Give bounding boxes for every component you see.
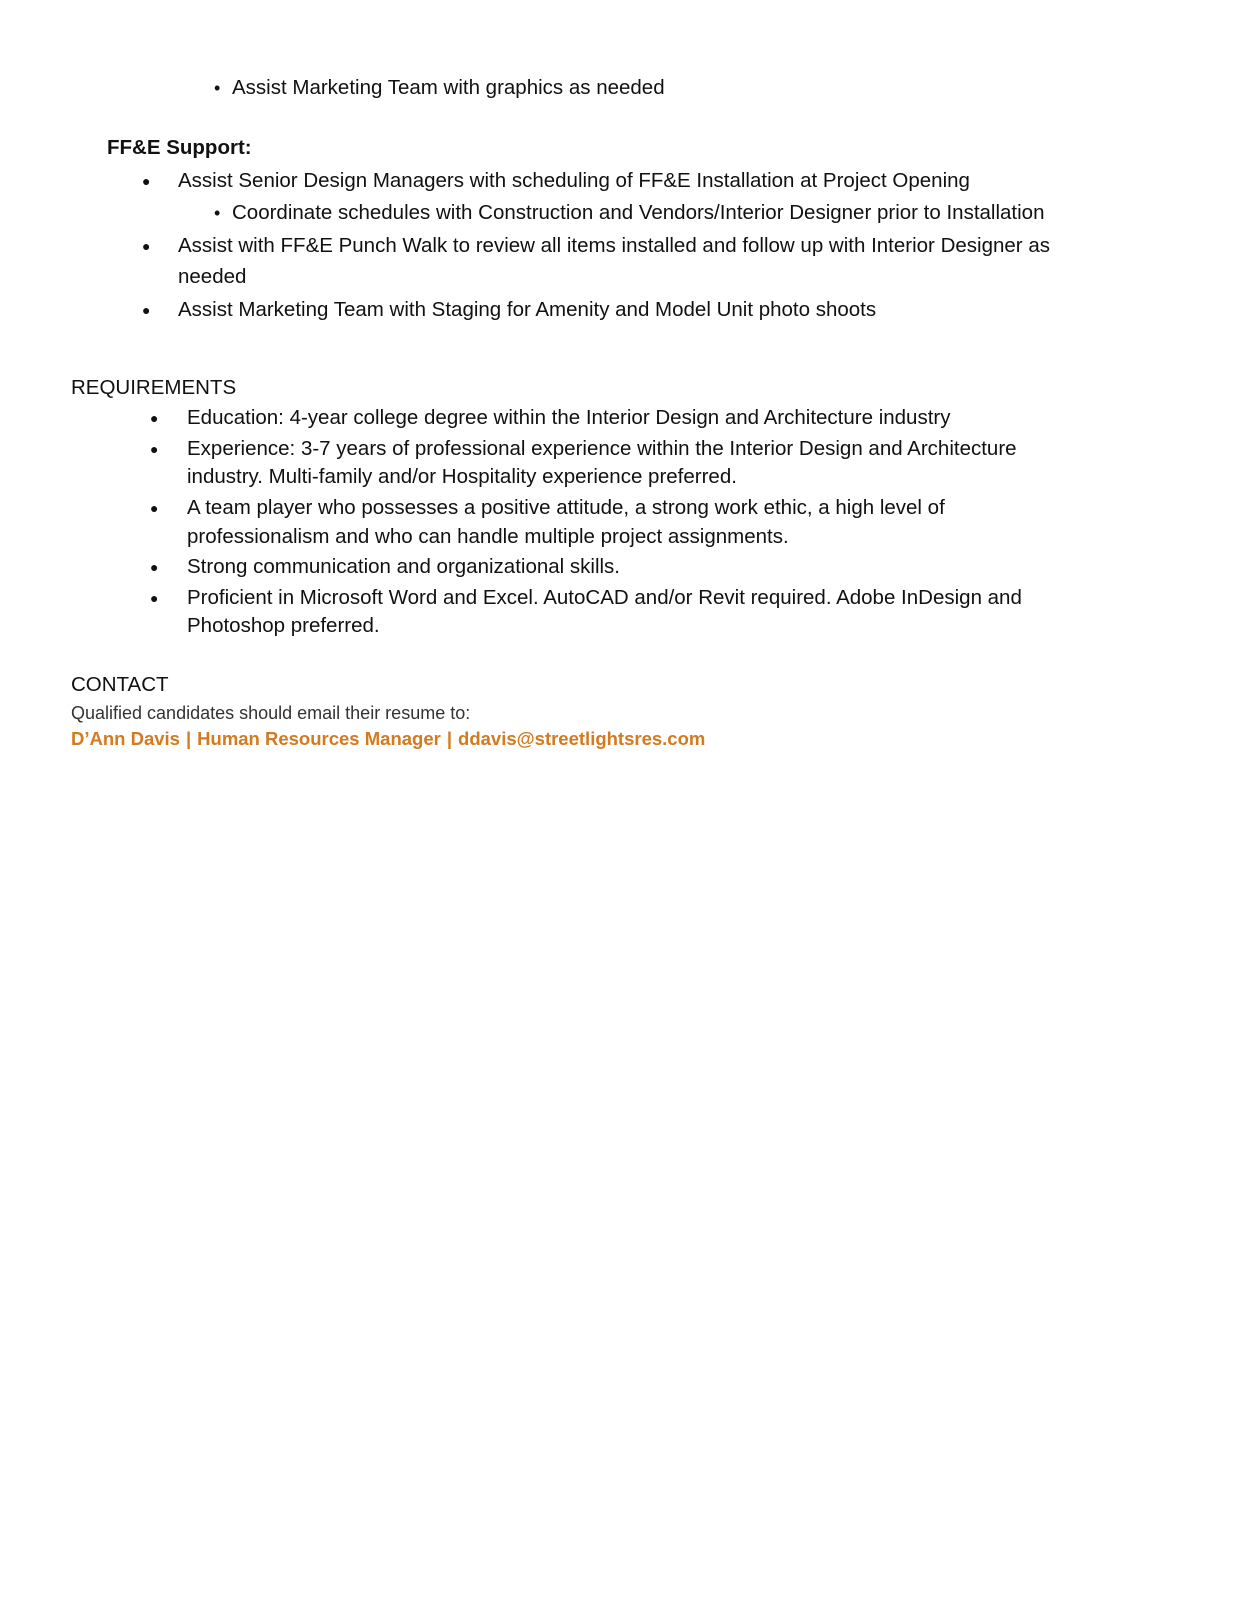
requirement-team-player-cont: professionalism and who can handle multiple project assignments. — [187, 525, 789, 548]
contact-email-link[interactable]: ddavis@streetlightsres.com — [458, 728, 706, 749]
marketing-item-graphics: Assist Marketing Team with graphics as needed — [232, 76, 665, 99]
sub-bullet-icon: • — [214, 203, 221, 223]
bullet-icon: ● — [142, 173, 151, 189]
contact-intro: Qualified candidates should email their resume to: — [71, 703, 471, 723]
bullet-icon: ● — [150, 590, 159, 606]
requirements-heading: REQUIREMENTS — [71, 376, 237, 399]
ffe-heading: FF&E Support: — [107, 136, 252, 159]
bullet-icon: ● — [142, 238, 151, 254]
requirement-experience: Experience: 3-7 years of professional experience within the Interior Design and Architecture — [187, 437, 1017, 460]
requirement-communication: Strong communication and organizational skills. — [187, 555, 621, 578]
bullet-icon: ● — [150, 441, 159, 457]
contact-name: D’Ann Davis — [71, 728, 180, 749]
contact-title: Human Resources Manager — [197, 728, 441, 749]
requirement-team-player: A team player who possesses a positive attitude, a strong work ethic, a high level of — [187, 496, 945, 519]
bullet-icon: ● — [150, 500, 159, 516]
bullet-icon: ● — [150, 559, 159, 575]
contact-heading: CONTACT — [71, 673, 169, 696]
ffe-item-punch-walk-cont: needed — [178, 265, 247, 288]
sub-bullet-icon: • — [214, 78, 221, 98]
ffe-subitem-coordinate: Coordinate schedules with Construction and Vendors/Interior Designer prior to Installation — [232, 201, 1045, 224]
bullet-icon: ● — [150, 410, 159, 426]
requirement-education: Education: 4-year college degree within the Interior Design and Architecture industry — [187, 406, 951, 429]
ffe-item-punch-walk: Assist with FF&E Punch Walk to review all items installed and follow up with Interior Designer as — [178, 234, 1050, 257]
requirement-software-cont: Photoshop preferred. — [187, 614, 380, 637]
ffe-item-staging: Assist Marketing Team with Staging for Amenity and Model Unit photo shoots — [178, 298, 877, 321]
contact-separator: | — [446, 728, 453, 749]
requirement-software: Proficient in Microsoft Word and Excel. AutoCAD and/or Revit required. Adobe InDesign and — [187, 586, 1022, 609]
bullet-icon: ● — [142, 302, 151, 318]
requirement-experience-cont: industry. Multi-family and/or Hospitality experience preferred. — [187, 465, 737, 488]
contact-details — [71, 727, 705, 751]
contact-separator: | — [185, 728, 192, 749]
ffe-item-scheduling: Assist Senior Design Managers with scheduling of FF&E Installation at Project Opening — [178, 169, 970, 192]
